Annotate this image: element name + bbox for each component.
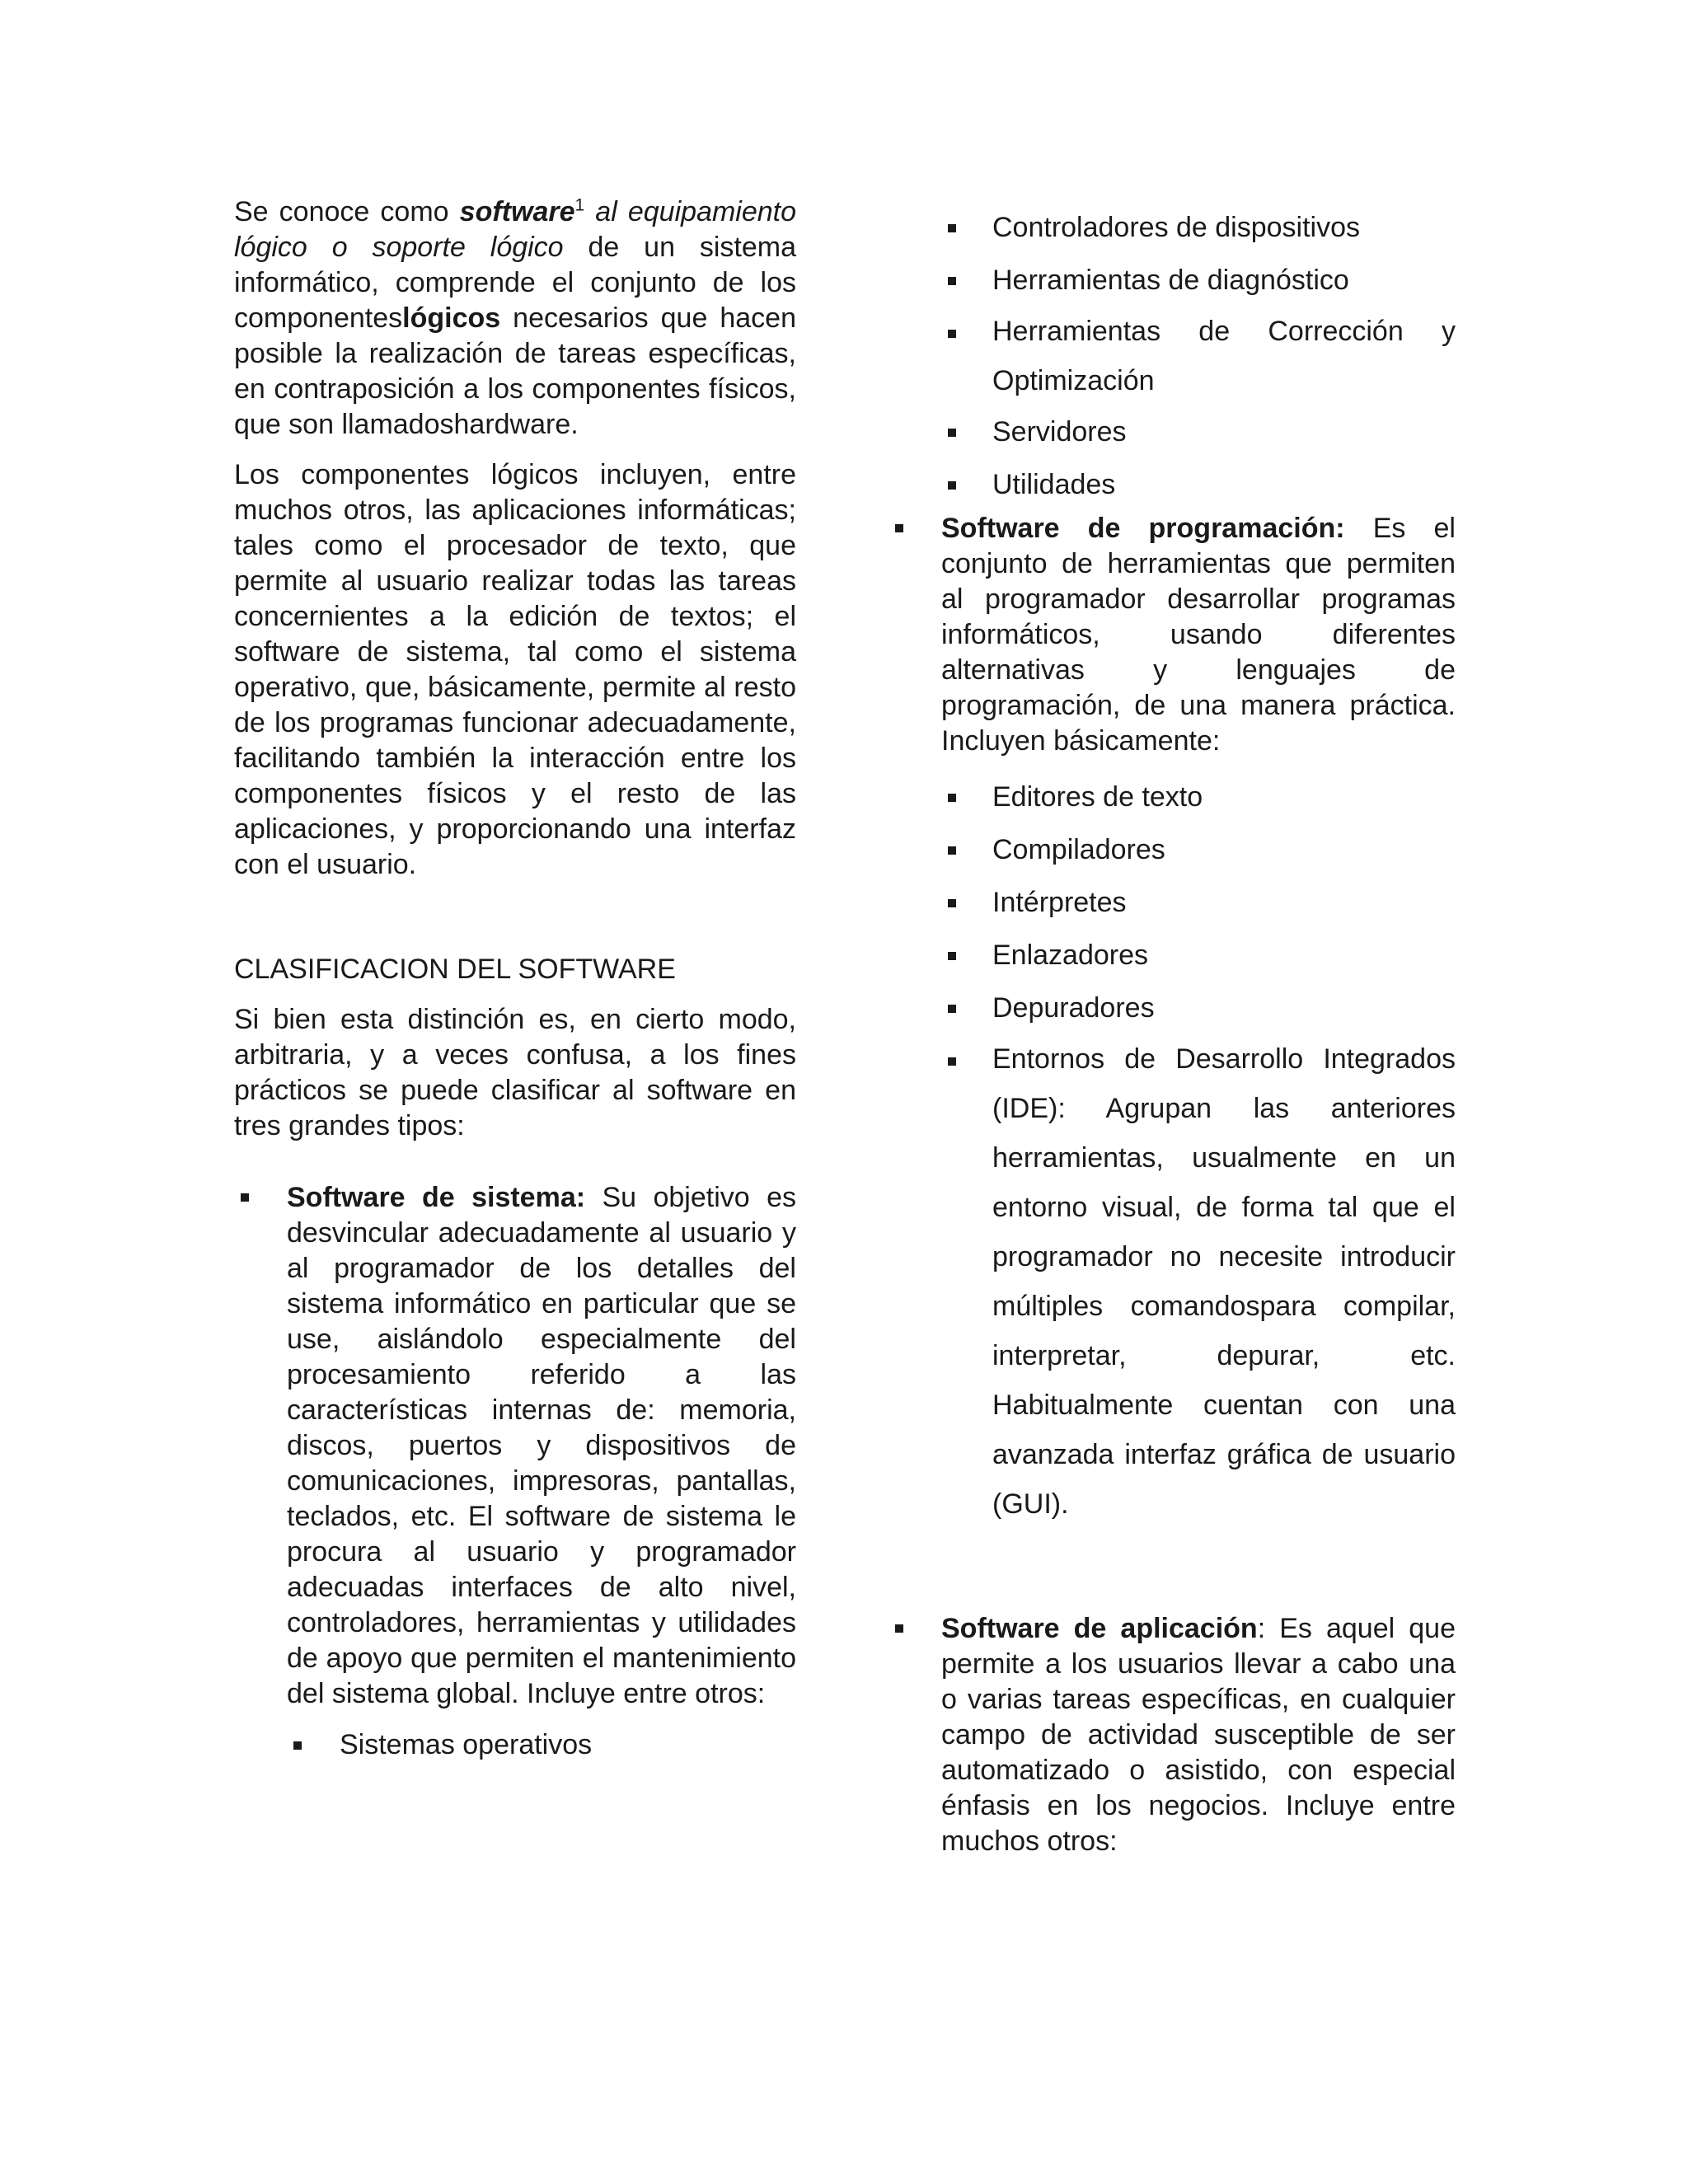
item-label: Software de programación: (941, 513, 1345, 544)
right-column (889, 201, 1456, 1859)
list-item: Herramientas de Corrección y Optimización (889, 307, 1456, 405)
list-item: Editores de texto (889, 771, 1456, 823)
item-text: Su objetivo es desvincular adecuadamente al usuario y al programador de los detalles del sistema informático en particular que se use, aislándolo especialmente del procesamiento referido a las características internas de: memoria, discos, puertos y dispositivos de comunicaciones, impresoras, pantallas, teclados, etc. El software de sistema le procura al usuario y programador adecuadas interfaces de alto nivel, controladores, herramientas y utilidades de apoyo que permiten el mantenimiento del sistema global. Incluye entre otros: (287, 1182, 796, 1709)
sistema-sublist-continued (889, 201, 1456, 511)
list-item: Sistemas operativos (287, 1720, 796, 1769)
term-logicos: lógicos (402, 302, 501, 334)
list-item: Servidores (889, 405, 1456, 458)
list-item: Intérpretes (889, 876, 1456, 929)
item-label: Software de aplicación (941, 1613, 1258, 1644)
list-item: Herramientas de diagnóstico (889, 254, 1456, 307)
item-text: Es el conjunto de herramientas que permiten al programador desarrollar programas informáticos, usando diferentes alternativas y lenguajes de programación, de una manera práctica. Incluyen básicamente: (941, 513, 1456, 757)
programacion-sublist (889, 771, 1456, 1529)
components-paragraph: Los componentes lógicos incluyen, entre muchos otros, las aplicaciones informáticas; tales como el procesador de texto, que permite al usuario realizar todas las tareas concernientes a la edición de textos; el software de sistema, tal como el sistema operativo, que, básicamente, permite al resto de los programas funcionar adecuadamente, facilitando también la interacción entre los componentes físicos y el resto de las aplicaciones, y proporcionando una interfaz con el usuario. (234, 459, 796, 880)
sistema-sublist (287, 1720, 796, 1769)
list-item: Compiladores (889, 823, 1456, 876)
intro-text: necesarios que hacen posible la realización de tareas específicas, en contraposición a los componentes físicos, que son llamadoshardware. (234, 302, 796, 440)
intro-paragraph (234, 194, 796, 443)
item-text: : Es aquel que permite a los usuarios llevar a cabo una o varias tareas específicas, en cualquier campo de actividad susceptible de ser automatizado o asistido, con especial énfasis en los negocios. Incluye entre muchos otros: (941, 1613, 1456, 1857)
list-item: Entornos de Desarrollo Integrados (IDE): Agrupan las anteriores herramientas, usualmente en un entorno visual, de forma tal que el programador no necesite introducir múltiples comandospara compilar, interpretar, depurar, etc. Habitualmente cuentan con una avanzada interfaz gráfica de usuario (GUI). (889, 1034, 1456, 1529)
term-software: software (459, 196, 575, 227)
list-item-software-programacion (889, 511, 1456, 759)
list-item-software-aplicacion (889, 1611, 1456, 1859)
list-item-software-sistema (234, 1180, 796, 1769)
list-item: Enlazadores (889, 929, 1456, 982)
footnote-marker: 1 (574, 195, 585, 215)
item-label: Software de sistema: (287, 1182, 586, 1213)
list-item: Utilidades (889, 458, 1456, 511)
classification-paragraph: Si bien esta distinción es, en cierto modo, arbitraria, y a veces confusa, a los fines prácticos se puede clasificar al software en tres grandes tipos: (234, 1004, 796, 1141)
list-item: Controladores de dispositivos (889, 201, 1456, 254)
list-item: Depuradores (889, 982, 1456, 1034)
intro-text: Se conoce como (234, 196, 460, 227)
intro-text: de un sistema informático, comprende el conjunto de los componentes (234, 232, 796, 334)
left-column (234, 194, 796, 1769)
software-types-list (234, 1180, 796, 1769)
section-heading: CLASIFICACION DEL SOFTWARE (234, 954, 676, 985)
intro-italic-text: al equipamiento lógico o soporte lógico (234, 196, 796, 263)
